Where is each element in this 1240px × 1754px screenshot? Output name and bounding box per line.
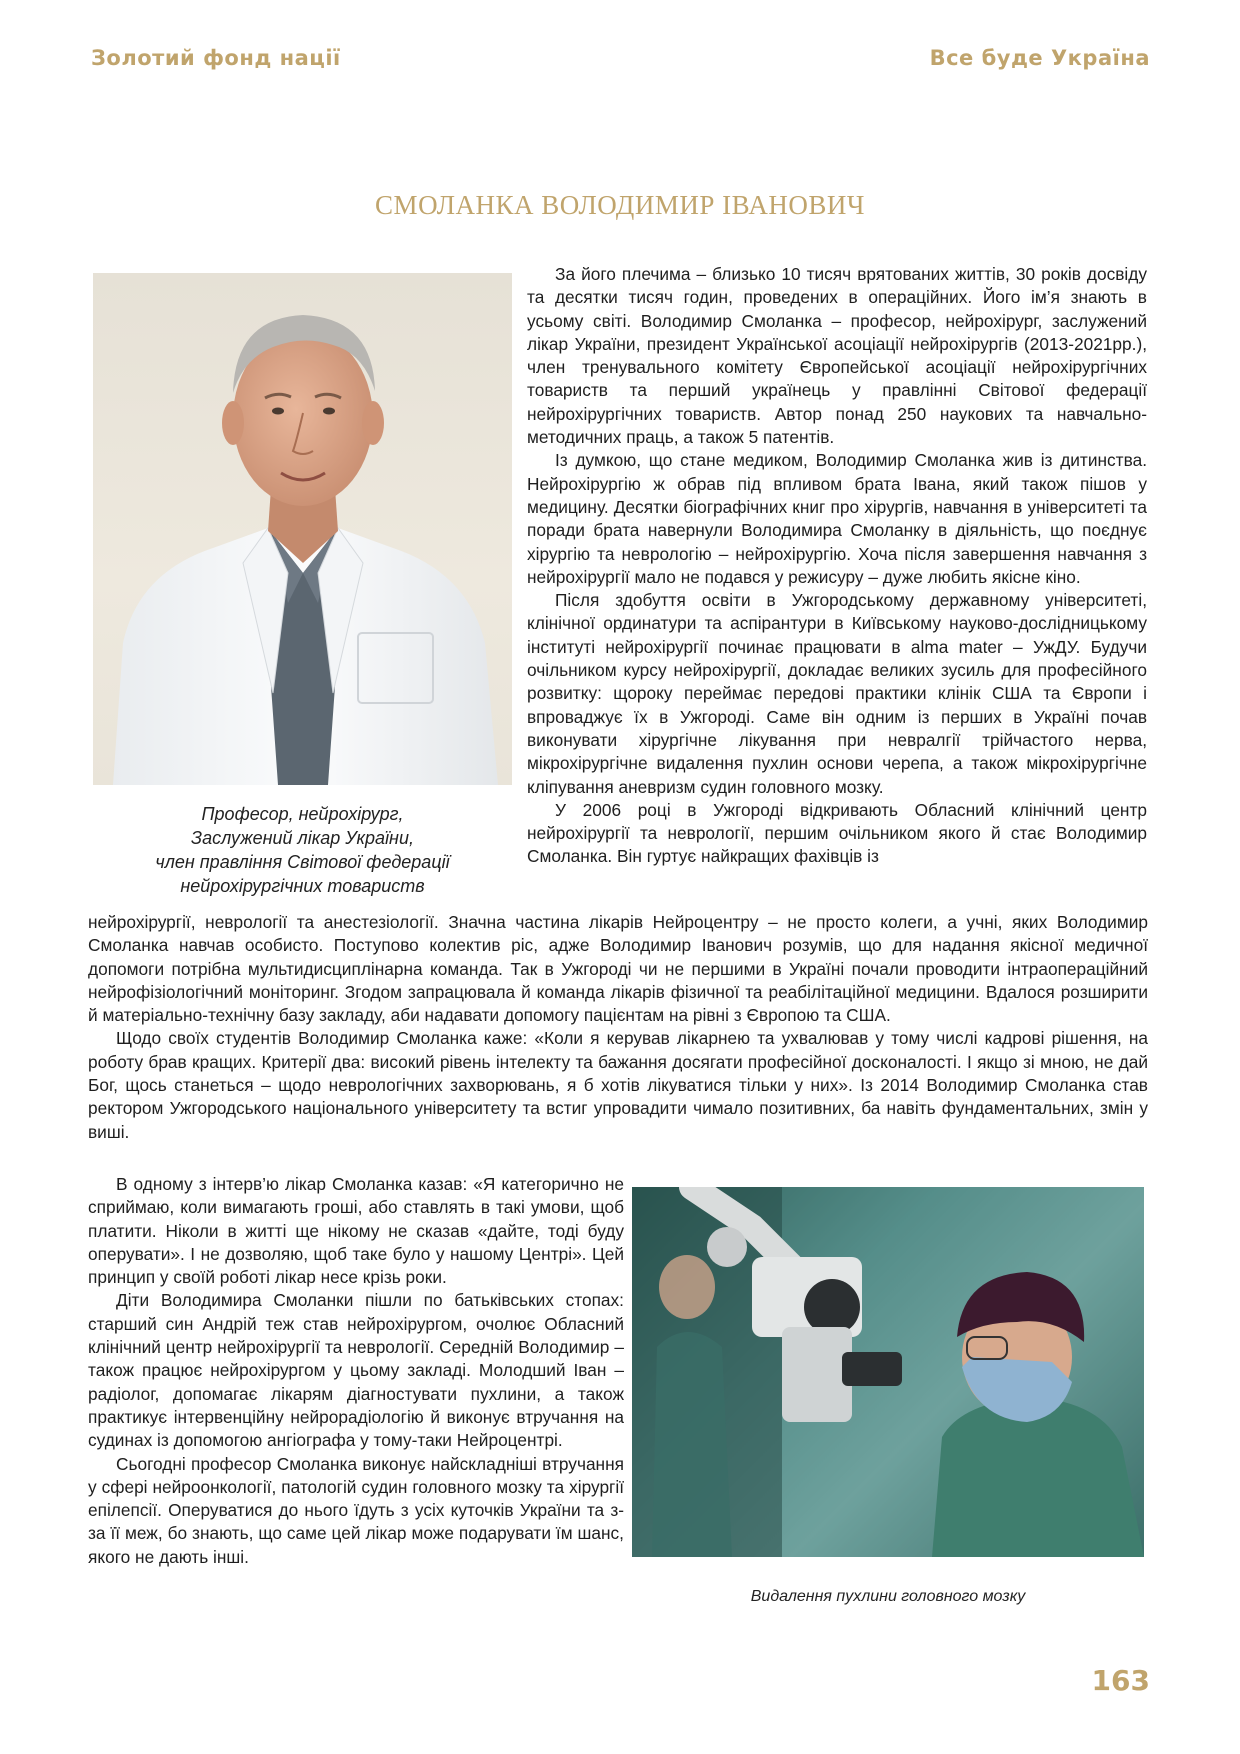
running-header-right: Все буде Україна <box>929 46 1150 70</box>
surgery-caption: Видалення пухлини головного мозку <box>750 1588 1026 1605</box>
paragraph: Після здобуття освіти в Ужгородському державному університеті, клінічної ординатури та аспірантури в Київському науково-дослідницькому інституті нейрохірургії починає працювати в alma mater – УжДУ. Будучи очільником курсу нейрохірургії, докладає великих зусиль для професійного розвитку: щороку переймає передові практики клінік США та Європи і впроваджує їх в Ужгороді. Саме він одним із перших в Україні почав виконувати хірургічне лікування при невралгії трійчастого нерва, мікрохірургічне видалення пухлин основи черепа, а також мікрохірургічне кліпування аневризм судин головного мозку. <box>527 590 1147 797</box>
page-number: 163 <box>1091 1664 1150 1697</box>
paragraph: У 2006 році в Ужгороді відкривають Обласний клінічний центр нейрохірургії та неврології, першим очільником якого й стає Володимир Смоланка. Він гуртує найкращих фахівців із <box>527 799 1147 867</box>
portrait-caption <box>93 802 512 898</box>
caption-line: нейрохірургічних товариств <box>180 876 425 896</box>
surgery-illustration <box>632 1187 1144 1557</box>
paragraph: Діти Володимира Смоланки пішли по батьківських стопах: старший син Андрій теж став нейрохірургом, очолює Обласний клінічний центр нейрохірургії та неврології. Середній Володимир – також працює нейрохірургом у цьому закладі. Молодший Іван – радіолог, допомагає лікарям діагностувати пухлини, а також практикує інтервенційну нейрорадіологію й виконує втручання на судинах із допомогою ангіографа у тому-таки Нейроцентрі. <box>88 1290 624 1451</box>
paragraph: Сьогодні професор Смоланка виконує найскладніші втручання у сфері нейроонкології, патологій судин головного мозку та хірургії епілепсії. Оперуватися до нього їдуть з усіх куточків України та з-за її меж, бо знають, що саме цей лікар може подарувати їм шанс, якого не дають інші. <box>88 1453 624 1567</box>
text-column-bottom-left <box>88 1173 624 1569</box>
portrait-illustration <box>93 273 512 785</box>
caption-line: Професор, нейрохірург, <box>201 804 404 824</box>
article-title: СМОЛАНКА ВОЛОДИМИР ІВАНОВИЧ <box>375 190 865 220</box>
caption-line: Заслужений лікар України, <box>191 828 414 848</box>
paragraph: В одному з інтерв’ю лікар Смоланка казав: «Я категорично не сприймаю, коли вимагають гроші, або ставлять в такі умови, щоб платити. Ніколи в житті ще нікому не сказав «дайте, тоді буду оперувати». І не дозволяю, щоб таке було у нашому Центрі». Цей принцип у своїй роботі лікар несе крізь роки. <box>88 1174 624 1288</box>
running-header-left: Золотий фонд нації <box>91 46 341 70</box>
paragraph: За його плечима – близько 10 тисяч врятованих життів, 30 років досвіду та десятки тисяч годин, проведених в операційних. Його ім’я знають в усьому світі. Володимир Смоланка – професор, нейрохірург, заслужений лікар України, президент Української асоціації нейрохірургів (2013-2021рр.), член тренувального комітету Європейської асоціації нейрохірургічних товариств та перший українець у правлінні Світової федерації нейрохірургічних товариств. Автор понад 250 наукових та навчально-методичних праць, а також 5 патентів. <box>527 264 1147 448</box>
paragraph: Із думкою, що стане медиком, Володимир Смоланка жив із дитинства. Нейрохірургію ж обрав під впливом брата Івана, який також пішов у медицину. Десятки біографічних книг про хірургів, навчання в університеті та поради брата навернули Володимира Смоланку в діяльність, що поєднує хірургію та неврологію – нейрохірургію. Хоча після завершення навчання з нейрохірургії мало не подався у режисуру – дуже любить якісне кіно. <box>527 450 1147 587</box>
text-column-right <box>527 263 1147 869</box>
surgery-photo <box>632 1187 1144 1557</box>
caption-line: член правління Світової федерації <box>155 852 450 872</box>
paragraph-continuation: нейрохірургії, неврології та анестезіології. Значна частина лікарів Нейроцентру – не просто колеги, а учні, яких Володимир Смоланка навчав особисто. Поступово колектив ріс, адже Володимир Іванович розумів, що для надання якісної медичної допомоги потрібна мультидисциплінарна команда. Так в Ужгороді чи не першими в Україні почали проводити інтраопераційний нейрофізіологічний моніторинг. Згодом запрацювала й команда лікарів фізичної та реабілітаційної медицини. Вдалося розширити й матеріально-технічну базу закладу, аби надавати допомогу пацієнтам на рівні з Європою та США. <box>88 912 1148 1026</box>
paragraph: Щодо своїх студентів Володимир Смоланка каже: «Коли я керував лікарнею та ухвалював у тому числі кадрові рішення, на роботу брав кращих. Критерії два: високий рівень інтелекту та бажання досягати професійної досконалості. І якщо зі мною, не дай Бог, щось станеться – щодо неврологічних захворювань, я б хотів лікуватися тільки у них». Із 2014 Володимир Смоланка став ректором Ужгородського національного університету та встиг упровадити чимало позитивних, ба навіть фундаментальних, змін у виші. <box>88 1028 1148 1142</box>
text-column-full <box>88 911 1148 1144</box>
portrait-photo <box>93 273 512 785</box>
